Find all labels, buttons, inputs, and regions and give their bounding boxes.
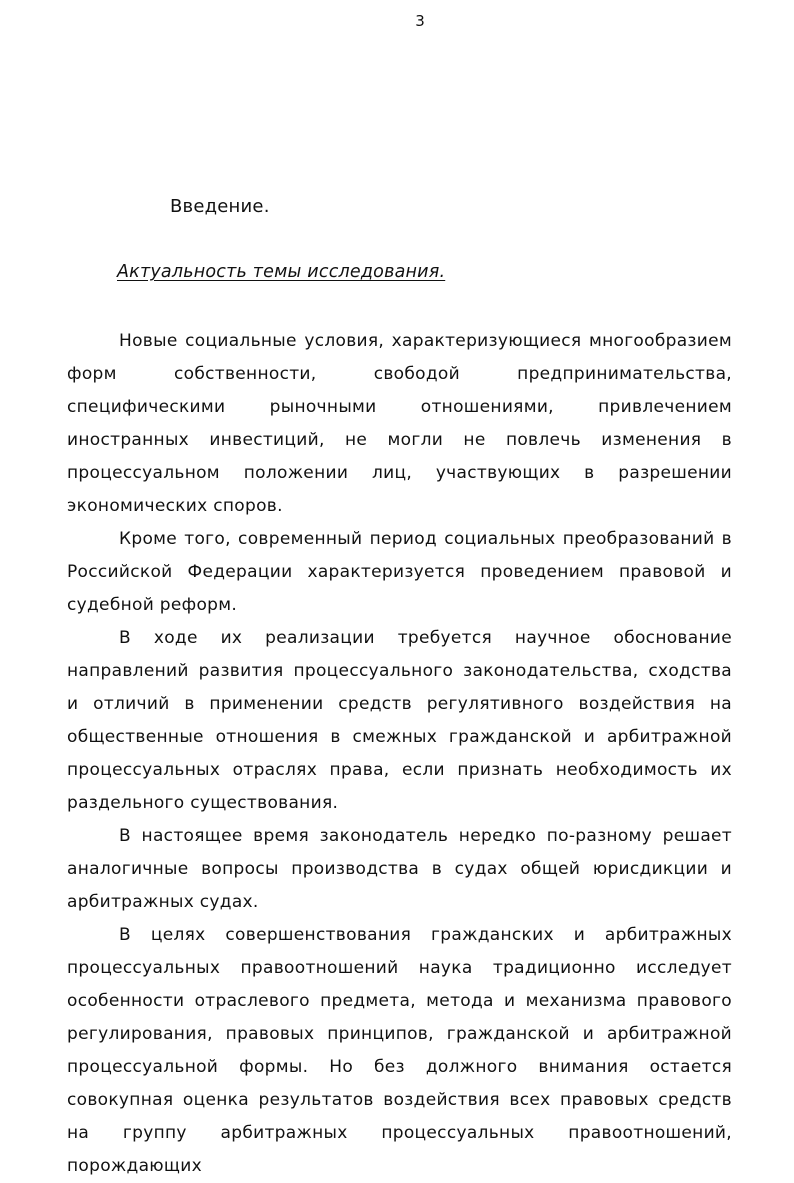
page-number: 3 xyxy=(415,12,425,30)
paragraph: В ходе их реализации требуется научное обоснование направлений развития процессуального законодательства, сходства и отличий в применении средств регулятивного воздействия на общественные отношения в смежных гражданской и арбитражной процессуальных отраслях права, если признать необходимость их раздельного существования. xyxy=(67,628,732,813)
section-heading: Введение. xyxy=(170,196,270,217)
paragraph: Новые социальные условия, характеризующиеся многообразием форм собственности, свободой предпринимательства, специфическими рыночными отношениями, привлечением иностранных инвестиций, не могли не повлечь изменения в процессуальном положении лиц, участвующих в разрешении экономических споров. xyxy=(67,331,732,516)
subsection-heading: Актуальность темы исследования. xyxy=(117,262,446,282)
paragraph: В целях совершенствования гражданских и арбитражных процессуальных правоотношений наука традиционно исследует особенности отраслевого предмета, метода и механизма правового регулирования, правовых принципов, гражданской и арбитражной процессуальной формы. Но без должного внимания остается совокупная оценка результатов воздействия всех правовых средств на группу арбитражных процессуальных правоотношений, порождающих xyxy=(67,925,732,1176)
paragraph: В настоящее время законодатель нередко по-разному решает аналогичные вопросы производства в судах общей юрисдикции и арбитражных судах. xyxy=(67,826,732,912)
paragraph: Кроме того, современный период социальных преобразований в Российской Федерации характеризуется проведением правовой и судебной реформ. xyxy=(67,529,732,615)
body-text xyxy=(67,325,732,1183)
